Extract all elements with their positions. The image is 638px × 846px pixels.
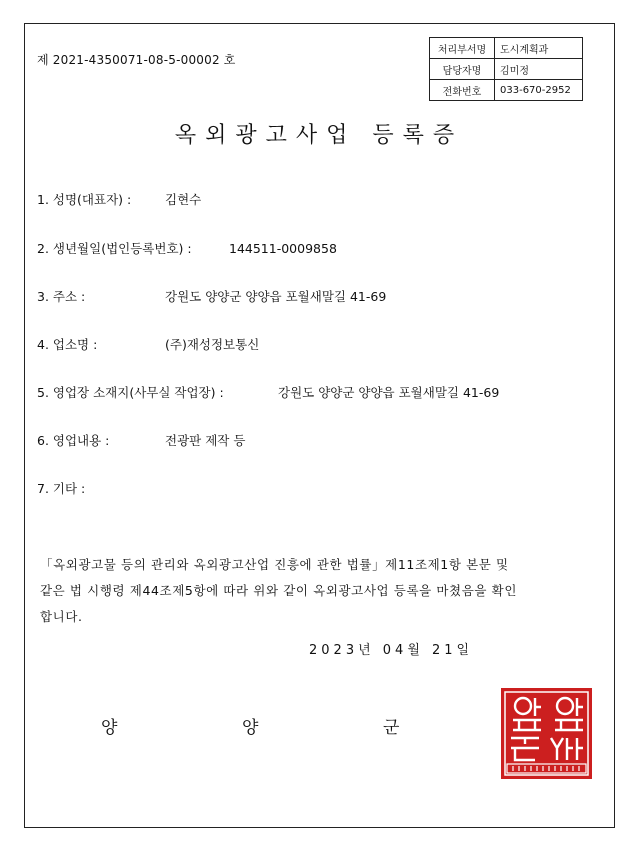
body-line: 「옥외광고물 등의 관리와 옥외광고산업 진흥에 관한 법률」제11조제1항 본문 및 [40,557,509,572]
field-label: 7. 기타 : [37,481,86,496]
field-value: 김현수 [165,192,202,207]
issue-date: 2023년 04월 21일 [309,643,474,658]
processing-info-table [429,37,583,101]
field-value: 전광판 제작 등 [165,433,246,448]
body-line: 합니다. [40,609,83,624]
officer-label: 담당자명 [430,59,495,80]
field-business-location [37,383,499,401]
issuer-char: 양 [101,718,118,738]
field-other [37,479,165,497]
field-label: 2. 생년월일(법인등록번호) : [37,241,192,256]
field-value: 강원도 양양군 양양읍 포월새말길 41-69 [165,289,387,304]
dept-value: 도시계획과 [495,38,583,59]
field-value: 강원도 양양군 양양읍 포월새말길 41-69 [278,385,500,400]
phone-value: 033-670-2952 [495,80,583,101]
document-number: 제 2021-4350071-08-5-00002 호 [37,53,236,67]
table-row [430,38,583,59]
issuer-char: 양 [242,718,259,738]
field-representative [37,190,201,208]
field-label: 4. 업소명 : [37,337,98,352]
table-row [430,80,583,101]
table-row [430,59,583,80]
issuer-char: 군 [383,718,400,738]
field-birthdate [37,239,337,257]
field-label: 1. 성명(대표자) : [37,192,132,207]
official-seal-icon [499,686,594,781]
body-line: 같은 법 시행령 제44조제5항에 따라 위와 같이 옥외광고사업 등록을 마쳤음을 확인 [40,583,517,598]
field-address [37,287,386,305]
field-value: (주)재성정보통신 [165,337,260,352]
field-value: 144511-0009858 [229,241,337,256]
dept-label: 처리부서명 [430,38,495,59]
officer-value: 김미정 [495,59,583,80]
field-business-content [37,431,245,449]
field-label: 3. 주소 : [37,289,86,304]
certificate-title: 옥외광고사업 등록증 [174,123,464,148]
field-business-name [37,335,259,353]
field-label: 6. 영업내용 : [37,433,110,448]
confirmation-text [40,552,586,630]
phone-label: 전화번호 [430,80,495,101]
field-label: 5. 영업장 소재지(사무실 작업장) : [37,385,224,400]
